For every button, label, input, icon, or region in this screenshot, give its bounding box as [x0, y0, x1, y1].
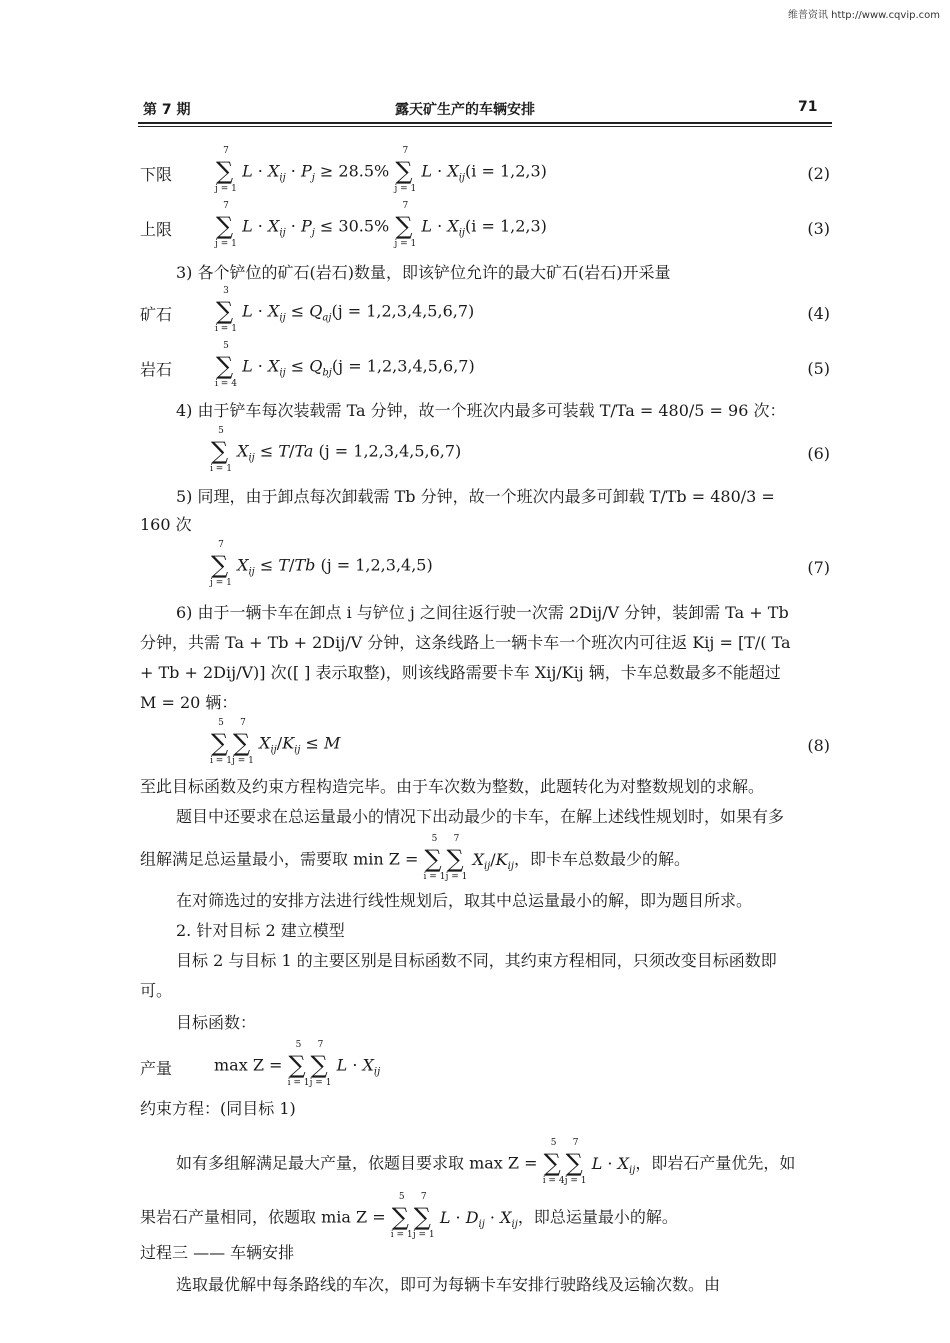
paragraph-8-line1: 题目中还要求在总运量最小的情况下出动最少的卡车，在解上述线性规划时，如果有多	[176, 807, 785, 826]
eq6-number: (6)	[807, 444, 830, 463]
paragraph-8-line2-pre: 组解满足总运量最小，需要取 min Z =	[140, 849, 419, 869]
header-rule-thin	[138, 126, 832, 127]
paragraph-5-line1: 5) 同理，由于卸点每次卸载需 Tb 分钟，故一个班次内最多可卸载 T/Tb = 480/3 =	[176, 487, 775, 506]
production-formula: max Z = 5 ∑ i = 1 7 ∑ j = 1 $L \cdot X_{ij}$	[214, 1040, 381, 1088]
paragraph-6-line2: 分钟，共需 Ta + Tb + 2Dij/V 分钟，这条线路上一辆卡车一个班次内可往返 Kij = [T/( Ta	[140, 633, 791, 652]
eq4-range: (j = 1,2,3,4,5,6,7)	[331, 301, 475, 321]
paragraph-14-pre: 如有多组解满足最大产量，依题目要求取 max Z =	[176, 1153, 538, 1173]
section-heading-target-2: 2. 针对目标 2 建立模型	[176, 921, 345, 940]
eq2-formula: 7 ∑ j = 1 $L \cdot X_{ij} \cdot P_j \ge 28.5\%$ 7 ∑ j = 1 $L \cdot X_{ij}(i = 1,2,3)$	[215, 146, 547, 194]
eq4-formula: 3 ∑ i = 1 $L \cdot X_{ij} \le Q_{aj}(j = 1,2,3,4,5,6,7)$	[215, 286, 475, 334]
eq2-label: 下限	[140, 165, 173, 184]
process-three-heading: 过程三 —— 车辆安排	[140, 1243, 295, 1262]
issue-number: 第 7 期	[143, 102, 191, 118]
eq3-formula: 7 ∑ j = 1 $L \cdot X_{ij} \cdot P_j \le 30.5\%$ 7 ∑ j = 1 $L \cdot X_{ij}(i = 1,2,3)$	[215, 201, 547, 249]
eq4-number: (4)	[807, 304, 830, 323]
production-lhs: max Z =	[214, 1055, 283, 1075]
eq7-number: (7)	[807, 558, 830, 577]
eq5-label: 岩石	[140, 360, 173, 379]
eq5-number: (5)	[807, 359, 830, 378]
paragraph-8-line2: 组解满足总运量最小，需要取 min Z = 5 ∑ i = 1 7 ∑ j = 1 $X_{ij}/K_{ij}$，即卡车总数最少的解。	[140, 834, 690, 882]
eq7-range: (j = 1,2,3,4,5)	[320, 555, 433, 575]
eq5-range: (j = 1,2,3,4,5,6,7)	[331, 356, 475, 376]
paragraph-11-line1: 目标 2 与目标 1 的主要区别是目标函数不同，其约束方程相同，只须改变目标函数即	[176, 951, 777, 970]
paragraph-15: 果岩石产量相同，依题取 mia Z = 5 ∑ i = 1 7 ∑ j = 1 $L \cdot D_{ij} \cdot X_{ij}$，即总运量最小的解。	[140, 1192, 678, 1240]
paragraph-7: 至此目标函数及约束方程构造完毕。由于车次数为整数，此题转化为对整数规划的求解。	[140, 777, 765, 796]
header-rule	[138, 122, 832, 124]
paragraph-8-line2-post: ，即卡车总数最少的解。	[513, 849, 690, 869]
paragraph-6-line3: + Tb + 2Dij/V)] 次([ ] 表示取整)，则该线路需要卡车 Xij/Kij 辆，卡车总数最多不能超过	[140, 663, 781, 682]
eq5-formula: 5 ∑ i = 4 $L \cdot X_{ij} \le Q_{bj}(j = 1,2,3,4,5,6,7)$	[215, 341, 475, 389]
eq3-rhs-percent: 30.5%	[338, 216, 390, 236]
eq2-range: (i = 1,2,3)	[465, 161, 547, 181]
eq4-label: 矿石	[140, 305, 173, 324]
constraint-heading: 约束方程：(同目标 1)	[140, 1099, 296, 1118]
eq6-range: (j = 1,2,3,4,5,6,7)	[318, 441, 462, 461]
eq2-number: (2)	[807, 164, 830, 183]
paragraph-9: 在对筛选过的安排方法进行线性规划后，取其中总运量最小的解，即为题目所求。	[176, 891, 753, 910]
paragraph-11-line2: 可。	[140, 981, 173, 1000]
paragraph-14-post: ，即岩石产量优先，如	[635, 1153, 796, 1173]
paragraph-4: 4) 由于铲车每次装载需 Ta 分钟，故一个班次内最多可装载 T/Ta = 480/5 = 96 次：	[176, 401, 786, 420]
paragraph-15-pre: 果岩石产量相同，依题取 mia Z =	[140, 1207, 386, 1227]
eq8-formula: 5 ∑ i = 1 7 ∑ j = 1 $X_{ij}/K_{ij} \le M$	[210, 718, 341, 766]
paragraph-5-line2: 160 次	[140, 515, 192, 534]
paragraph-17: 选取最优解中每条路线的车次，即可为每辆卡车安排行驶路线及运输次数。由	[176, 1275, 721, 1294]
production-label: 产量	[140, 1059, 173, 1078]
eq2-rhs-percent: 28.5%	[338, 161, 390, 181]
eq7-formula: 7 ∑ j = 1 $X_{ij} \le T/Tb$ (j = 1,2,3,4,5)	[210, 540, 433, 588]
paragraph-15-post: ，即总运量最小的解。	[517, 1207, 678, 1227]
page-number: 71	[798, 99, 818, 115]
eq3-label: 上限	[140, 220, 173, 239]
paragraph-3: 3) 各个铲位的矿石(岩石)数量，即该铲位允许的最大矿石(岩石)开采量	[176, 263, 671, 282]
paragraph-6-line1: 6) 由于一辆卡车在卸点 i 与铲位 j 之间往返行驶一次需 2Dij/V 分钟，装卸需 Ta + Tb	[176, 603, 789, 622]
paragraph-14: 如有多组解满足最大产量，依题目要求取 max Z = 5 ∑ i = 4 7 ∑ j = 1 $L \cdot X_{ij}$，即岩石产量优先，如	[176, 1138, 796, 1186]
eq6-formula: 5 ∑ i = 1 $X_{ij} \le T/Ta$ (j = 1,2,3,4,5,6,7)	[210, 426, 462, 474]
eq3-number: (3)	[807, 219, 830, 238]
objective-heading: 目标函数：	[176, 1013, 257, 1032]
running-title: 露天矿生产的车辆安排	[395, 102, 535, 118]
watermark: 维普资讯 http://www.cqvip.com	[787, 10, 940, 21]
eq8-number: (8)	[807, 736, 830, 755]
paragraph-6-line4: M = 20 辆：	[140, 693, 238, 712]
eq3-range: (i = 1,2,3)	[465, 216, 547, 236]
